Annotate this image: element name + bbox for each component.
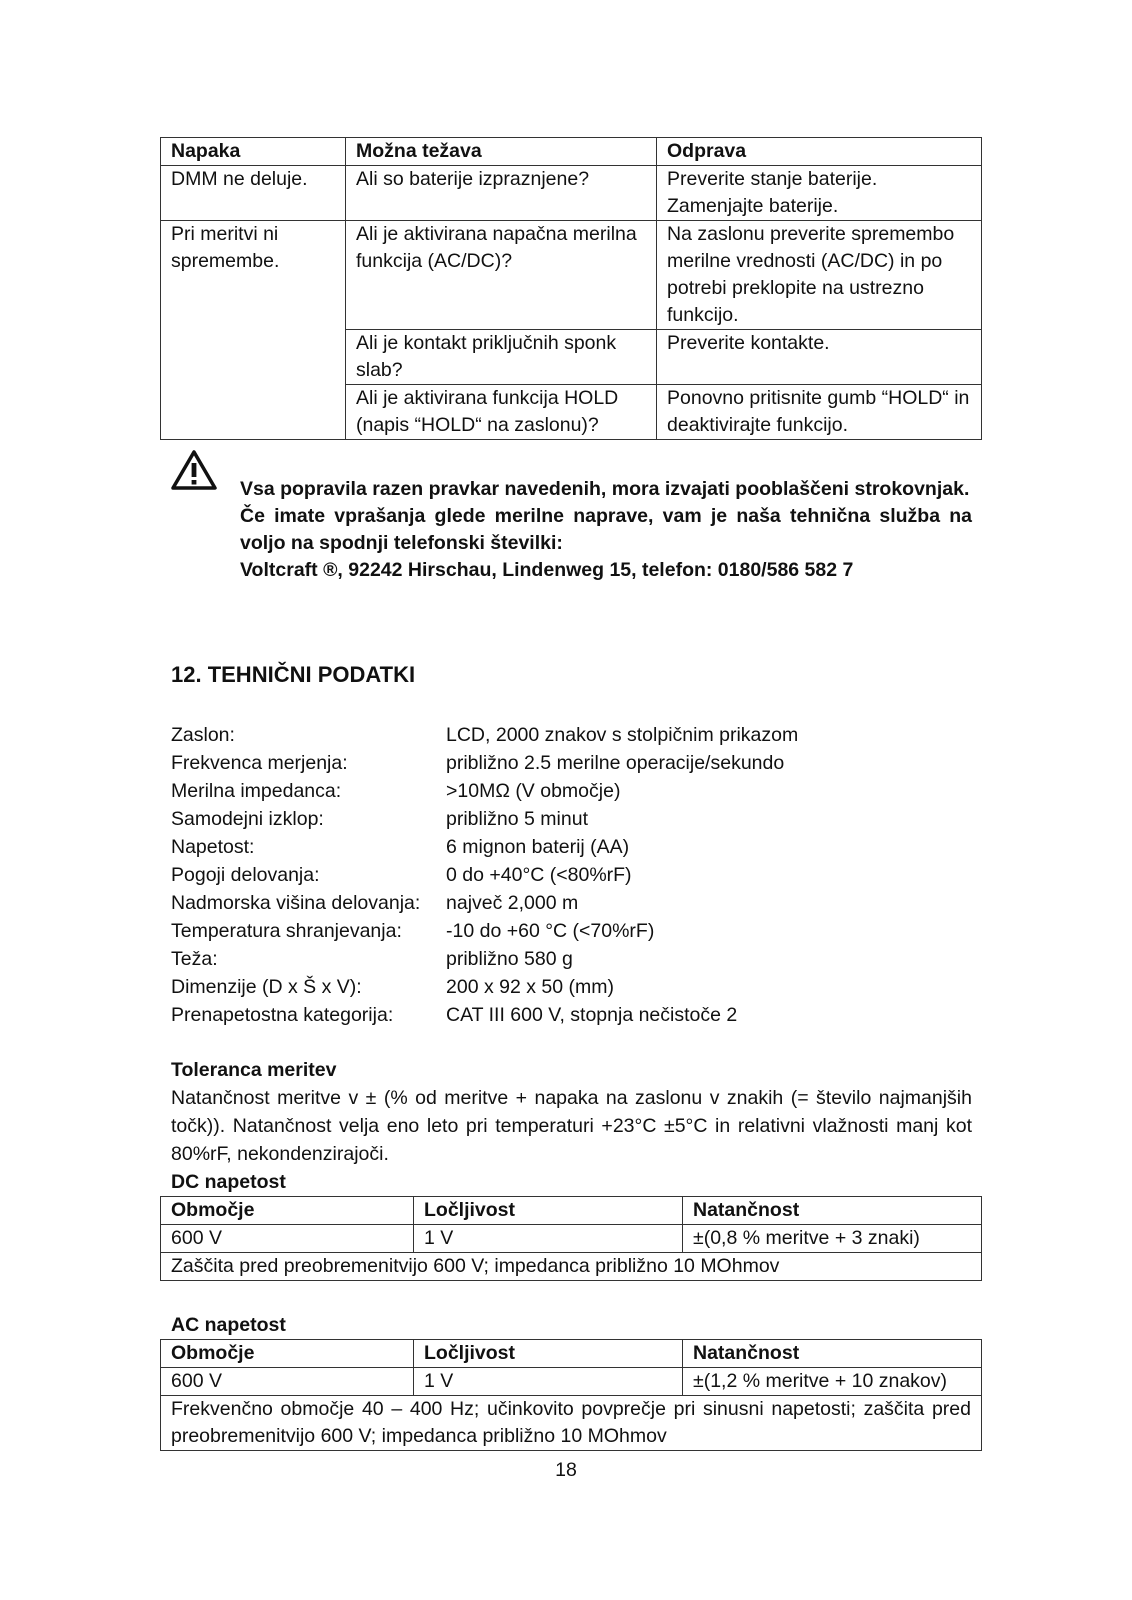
cause-cell: Ali je aktivirana napačna merilna funkcija (AC/DC)? — [346, 221, 657, 330]
spec-key: Samodejni izklop: — [171, 808, 324, 830]
spec-row — [171, 805, 798, 833]
cause-cell: Ali je aktivirana funkcija HOLD (napis “HOLD“ na zaslonu)? — [346, 385, 657, 440]
header-resolution: Ločljivost — [414, 1340, 683, 1368]
table-header-row — [161, 138, 982, 166]
dc-table — [160, 1196, 982, 1281]
spec-value: -10 do +60 °C (<70%rF) — [446, 920, 655, 942]
spec-row — [171, 973, 798, 1001]
resolution-cell: 1 V — [414, 1368, 683, 1396]
header-accuracy: Natančnost — [683, 1340, 982, 1368]
warning-contact: Voltcraft ®, 92242 Hirschau, Lindenweg 15, telefon: 0180/586 582 7 — [240, 559, 854, 581]
spec-row — [171, 917, 798, 945]
spec-value: približno 580 g — [446, 948, 573, 970]
spec-value: LCD, 2000 znakov s stolpičnim prikazom — [446, 724, 799, 746]
spec-key: Zaslon: — [171, 724, 235, 746]
troubleshooting-table — [160, 137, 982, 440]
spec-row — [171, 945, 798, 973]
table-row — [161, 1396, 982, 1451]
accuracy-cell: ±(0,8 % meritve + 3 znaki) — [683, 1225, 982, 1253]
spec-value: 200 x 92 x 50 (mm) — [446, 976, 614, 998]
section-title: 12. TEHNIČNI PODATKI — [171, 662, 416, 687]
range-cell: 600 V — [161, 1368, 414, 1396]
spec-value: 6 mignon baterij (AA) — [446, 836, 630, 858]
warning-text — [240, 476, 972, 584]
fix-cell: Na zaslonu preverite spremembo merilne vrednosti (AC/DC) in po potrebi preklopite na ustrezno funkcijo. — [657, 221, 982, 330]
table-row — [161, 166, 982, 221]
spec-value: CAT III 600 V, stopnja nečistoče 2 — [446, 1004, 738, 1026]
spec-row — [171, 721, 798, 749]
accuracy-cell: ±(1,2 % meritve + 10 znakov) — [683, 1368, 982, 1396]
cause-cell: Ali je kontakt priključnih sponk slab? — [346, 330, 657, 385]
note-cell: Frekvenčno območje 40 – 400 Hz; učinkovito povprečje pri sinusni napetosti; zaščita pred preobremenitvijo 600 V; impedanca približno 10 MOhmov — [161, 1396, 982, 1451]
table-row — [161, 1253, 982, 1281]
fix-cell: Ponovno pritisnite gumb “HOLD“ in deaktivirajte funkcijo. — [657, 385, 982, 440]
spec-value: >10MΩ (V območje) — [446, 780, 621, 802]
spec-key: Napetost: — [171, 836, 255, 858]
table-row — [161, 1225, 982, 1253]
cause-cell: Ali so baterije izpraznjene? — [346, 166, 657, 221]
header-cause: Možna težava — [346, 138, 657, 166]
fix-cell: Preverite stanje baterije. Zamenjajte baterije. — [657, 166, 982, 221]
resolution-cell: 1 V — [414, 1225, 683, 1253]
fix-cell: Preverite kontakte. — [657, 330, 982, 385]
range-cell: 600 V — [161, 1225, 414, 1253]
fault-cell: Pri meritvi ni spremembe. — [161, 221, 346, 440]
table-header-row — [161, 1340, 982, 1368]
spec-key: Frekvenca merjenja: — [171, 752, 348, 774]
fault-cell: DMM ne deluje. — [161, 166, 346, 221]
header-fault: Napaka — [161, 138, 346, 166]
warning-line-2: Če imate vprašanja glede merilne naprave, vam je naša tehnična služba na voljo na spodnji telefonski številki: — [240, 505, 972, 554]
spec-value: 0 do +40°C (<80%rF) — [446, 864, 632, 886]
ac-table — [160, 1339, 982, 1451]
header-range: Območje — [161, 1197, 414, 1225]
spec-key: Teža: — [171, 948, 218, 970]
spec-row — [171, 1001, 798, 1029]
dc-title: DC napetost — [171, 1171, 286, 1193]
tolerance-text: Natančnost meritve v ± (% od meritve + napaka na zaslonu v znakih (= število najmanjših točk)). Natančnost velja eno leto pri temperaturi +23°C ±5°C in relativni vlažnosti manj kot 80%rF, nekondenzirajoči. — [171, 1087, 972, 1165]
spec-key: Merilna impedanca: — [171, 780, 342, 802]
spec-row — [171, 833, 798, 861]
table-header-row — [161, 1197, 982, 1225]
page-number: 18 — [555, 1459, 577, 1481]
header-resolution: Ločljivost — [414, 1197, 683, 1225]
spec-row — [171, 777, 798, 805]
ac-title: AC napetost — [171, 1314, 286, 1336]
header-fix: Odprava — [657, 138, 982, 166]
spec-key: Pogoji delovanja: — [171, 864, 320, 886]
header-accuracy: Natančnost — [683, 1197, 982, 1225]
spec-list — [171, 721, 798, 1029]
spec-row — [171, 749, 798, 777]
spec-key: Prenapetostna kategorija: — [171, 1004, 394, 1026]
warning-triangle-icon — [170, 449, 218, 497]
spec-key: Dimenzije (D x Š x V): — [171, 976, 362, 998]
warning-line-1: Vsa popravila razen pravkar navedenih, mora izvajati pooblaščeni strokovnjak. — [240, 478, 970, 500]
spec-key: Temperatura shranjevanja: — [171, 920, 402, 942]
table-row — [161, 221, 982, 330]
spec-value: približno 5 minut — [446, 808, 588, 830]
header-range: Območje — [161, 1340, 414, 1368]
note-cell: Zaščita pred preobremenitvijo 600 V; impedanca približno 10 MOhmov — [161, 1253, 982, 1281]
tolerance-title: Toleranca meritev — [171, 1059, 337, 1081]
spec-row — [171, 889, 798, 917]
table-row — [161, 1368, 982, 1396]
spec-value: največ 2,000 m — [446, 892, 579, 914]
spec-key: Nadmorska višina delovanja: — [171, 892, 421, 914]
spec-value: približno 2.5 merilne operacije/sekundo — [446, 752, 785, 774]
spec-row — [171, 861, 798, 889]
